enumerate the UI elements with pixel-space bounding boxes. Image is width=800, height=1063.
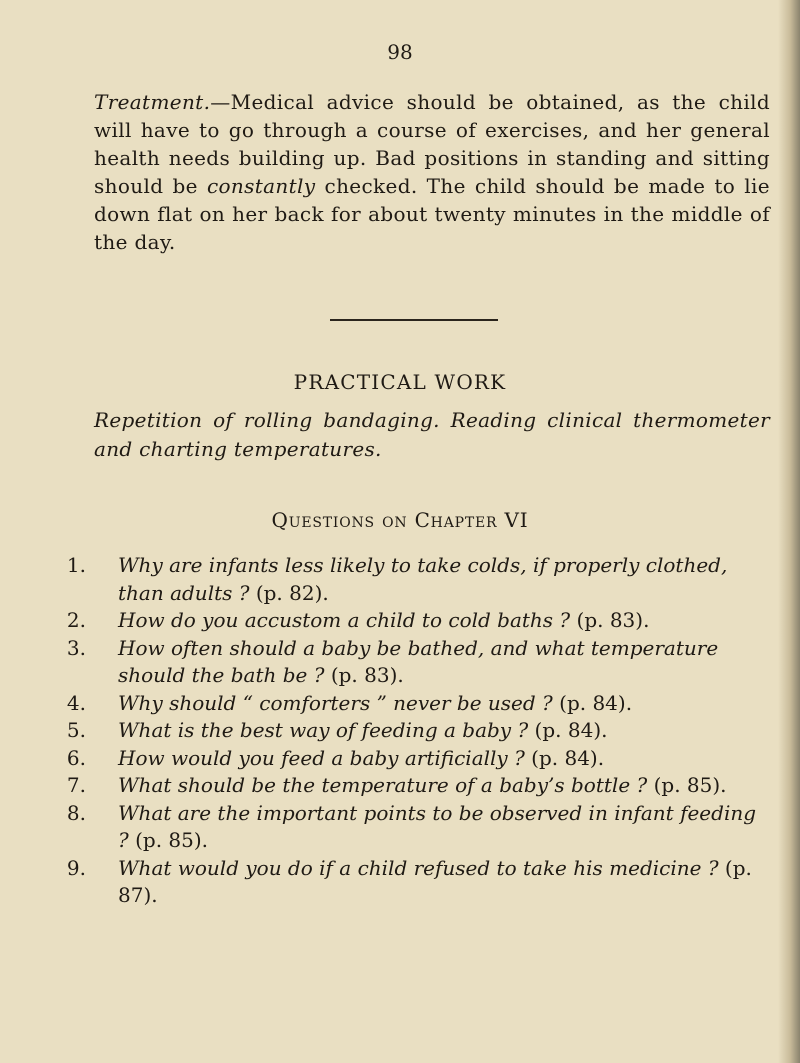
question-page-ref: (p. 82).: [249, 580, 329, 605]
question-number: 6.: [66, 745, 86, 770]
question-text: How do you accustom a child to cold baths ?: [118, 608, 571, 632]
question-page-ref: (p. 85).: [128, 828, 209, 852]
treatment-text-2: checked. The child should be made to lie down flat on her back for about twenty minutes in the middle of the day.: [94, 174, 770, 254]
treatment-paragraph: [94, 88, 770, 256]
treatment-text-1: —Medical advice should be obtained, as the child will have to go through a course of exercises, and her general health needs building up. Bad positions in standing and sitting should be: [94, 90, 770, 198]
treatment-emphasis: constantly: [206, 174, 316, 198]
practical-work-heading: PRACTICAL WORK: [293, 370, 507, 394]
question-item: [56, 800, 770, 855]
questions-heading: Questions on Chapter VI: [271, 508, 529, 532]
question-item: [56, 635, 770, 690]
question-number: 9.: [66, 855, 86, 880]
question-item: [56, 772, 770, 800]
question-number: 5.: [66, 718, 86, 742]
question-item: [56, 607, 770, 635]
question-item: [56, 690, 770, 718]
question-page-ref: (p. 84).: [552, 690, 633, 715]
question-number: 7.: [66, 773, 86, 797]
question-item: [56, 745, 770, 773]
page-number: 98: [387, 40, 413, 64]
question-text: What is the best way of feeding a baby ?: [118, 718, 529, 742]
question-page-ref: (p. 85).: [647, 773, 727, 797]
question-number: 2.: [66, 608, 86, 632]
question-item: [56, 717, 770, 745]
question-text: How often should a baby be bathed, and what temperature should the bath be ?: [118, 635, 719, 687]
question-page-ref: (p. 83).: [570, 608, 650, 632]
question-number: 1.: [66, 553, 86, 577]
question-number: 8.: [66, 800, 86, 825]
practical-work-text: Repetition of rolling bandaging. Reading clinical thermometer and charting temperatures.: [94, 408, 770, 461]
question-item: [56, 855, 770, 910]
question-number: 3.: [66, 635, 86, 660]
question-page-ref: (p. 84).: [524, 745, 605, 770]
question-text: Why are infants less likely to take colds, if properly clothed, than adults ?: [118, 553, 728, 605]
question-page-ref: (p. 83).: [324, 663, 404, 687]
questions-list: [56, 552, 770, 910]
question-page-ref: (p. 87).: [118, 855, 752, 907]
question-text: What should be the temperature of a baby’s bottle ?: [118, 773, 648, 797]
question-item: [56, 552, 770, 607]
question-number: 4.: [66, 690, 86, 715]
section-divider: [330, 319, 498, 321]
question-text: What are the important points to be observed in infant feeding ?: [118, 800, 757, 852]
question-text: How would you feed a baby artificially ?: [118, 745, 525, 770]
treatment-lead: Treatment.: [94, 90, 211, 114]
question-page-ref: (p. 84).: [528, 718, 608, 742]
question-text: Why should “ comforters ” never be used ?: [118, 690, 553, 715]
question-text: What would you do if a child refused to take his medicine ?: [118, 855, 719, 880]
